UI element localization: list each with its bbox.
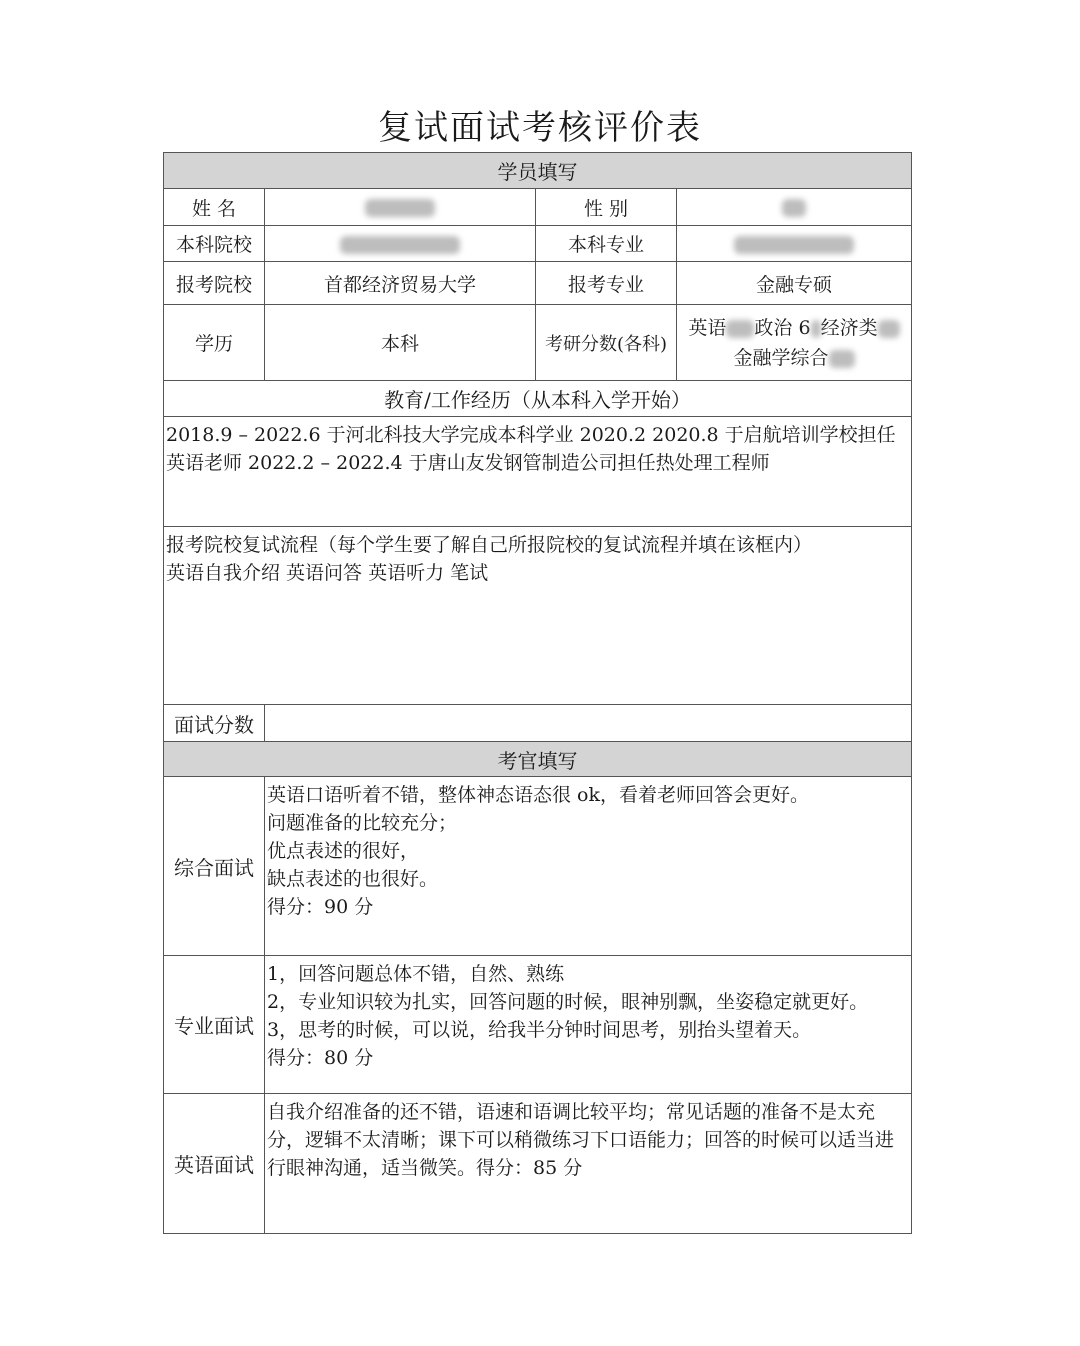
score-english-label: 英语 (688, 316, 727, 339)
education-value: 本科 (265, 305, 536, 381)
retest-process-text: 英语自我介绍 英语问答 英语听力 笔试 (166, 562, 489, 584)
target-major-value: 金融专硕 (677, 262, 912, 305)
interview-score-value (265, 705, 912, 742)
undergrad-major-label: 本科专业 (536, 226, 677, 262)
undergrad-major-value (677, 226, 912, 262)
exam-score-label: 考研分数(各科) (536, 305, 677, 381)
gender-value (677, 189, 912, 226)
undergrad-school-label: 本科院校 (164, 226, 265, 262)
redacted-finance-score (829, 350, 855, 368)
redacted-gender (782, 199, 806, 217)
english-interview-comments: 自我介绍准备的还不错，语速和语调比较平均；常见话题的准备不是太充分，逻辑不太清晰；课下可以稍微练习下口语能力；回答的时候可以适当进行眼神沟通，适当微笑。得分：85 分 (265, 1094, 912, 1234)
professional-interview-comments: 1，回答问题总体不错，自然、熟练 2，专业知识较为扎实，回答问题的时候，眼神别飘，坐姿稳定就更好。 3，思考的时候，可以说，给我半分钟时间思考，别抬头望着天。 得分：80 分 (265, 956, 912, 1094)
redacted-english-score (726, 320, 754, 338)
evaluation-form (163, 152, 911, 1234)
retest-process-cell (164, 527, 912, 705)
redacted-undergrad-major (734, 236, 854, 254)
target-major-label: 报考专业 (536, 262, 677, 305)
retest-process-header: 报考院校复试流程（每个学生要了解自己所报院校的复试流程并填在该框内） (166, 534, 813, 556)
examiner-section-header: 考官填写 (164, 742, 912, 777)
name-value (265, 189, 536, 226)
score-finance-label: 金融学综合 (733, 346, 829, 369)
target-school-label: 报考院校 (164, 262, 265, 305)
redacted-undergrad-school (340, 236, 460, 254)
gender-label: 性 别 (536, 189, 677, 226)
undergrad-school-value (265, 226, 536, 262)
experience-header: 教育/工作经历（从本科入学开始） (164, 381, 912, 417)
redacted-name (365, 199, 435, 217)
education-label: 学历 (164, 305, 265, 381)
english-interview-label: 英语面试 (164, 1094, 265, 1234)
page-title: 复试面试考核评价表 (378, 108, 702, 148)
comprehensive-interview-label: 综合面试 (164, 777, 265, 956)
target-school-value: 首都经济贸易大学 (265, 262, 536, 305)
experience-text: 2018.9 – 2022.6 于河北科技大学完成本科学业 2020.2 2020.8 于启航培训学校担任英语老师 2022.2 – 2022.4 于唐山友发钢管制造公司担任热处理工程师 (164, 417, 912, 527)
interview-score-label: 面试分数 (164, 705, 265, 742)
redacted-econ-score (878, 320, 900, 338)
exam-score-value (677, 305, 912, 381)
evaluation-table (163, 152, 912, 1234)
score-politics-label: 政治 6 (754, 316, 811, 339)
professional-interview-label: 专业面试 (164, 956, 265, 1094)
student-section-header: 学员填写 (164, 153, 912, 189)
name-label: 姓 名 (164, 189, 265, 226)
score-econ-label: 经济类 (820, 316, 878, 339)
redacted-politics-score (811, 320, 821, 338)
comprehensive-interview-comments: 英语口语听着不错，整体神态语态很 ok，看着老师回答会更好。 问题准备的比较充分； 优点表述的很好， 缺点表述的也很好。 得分：90 分 (265, 777, 912, 956)
